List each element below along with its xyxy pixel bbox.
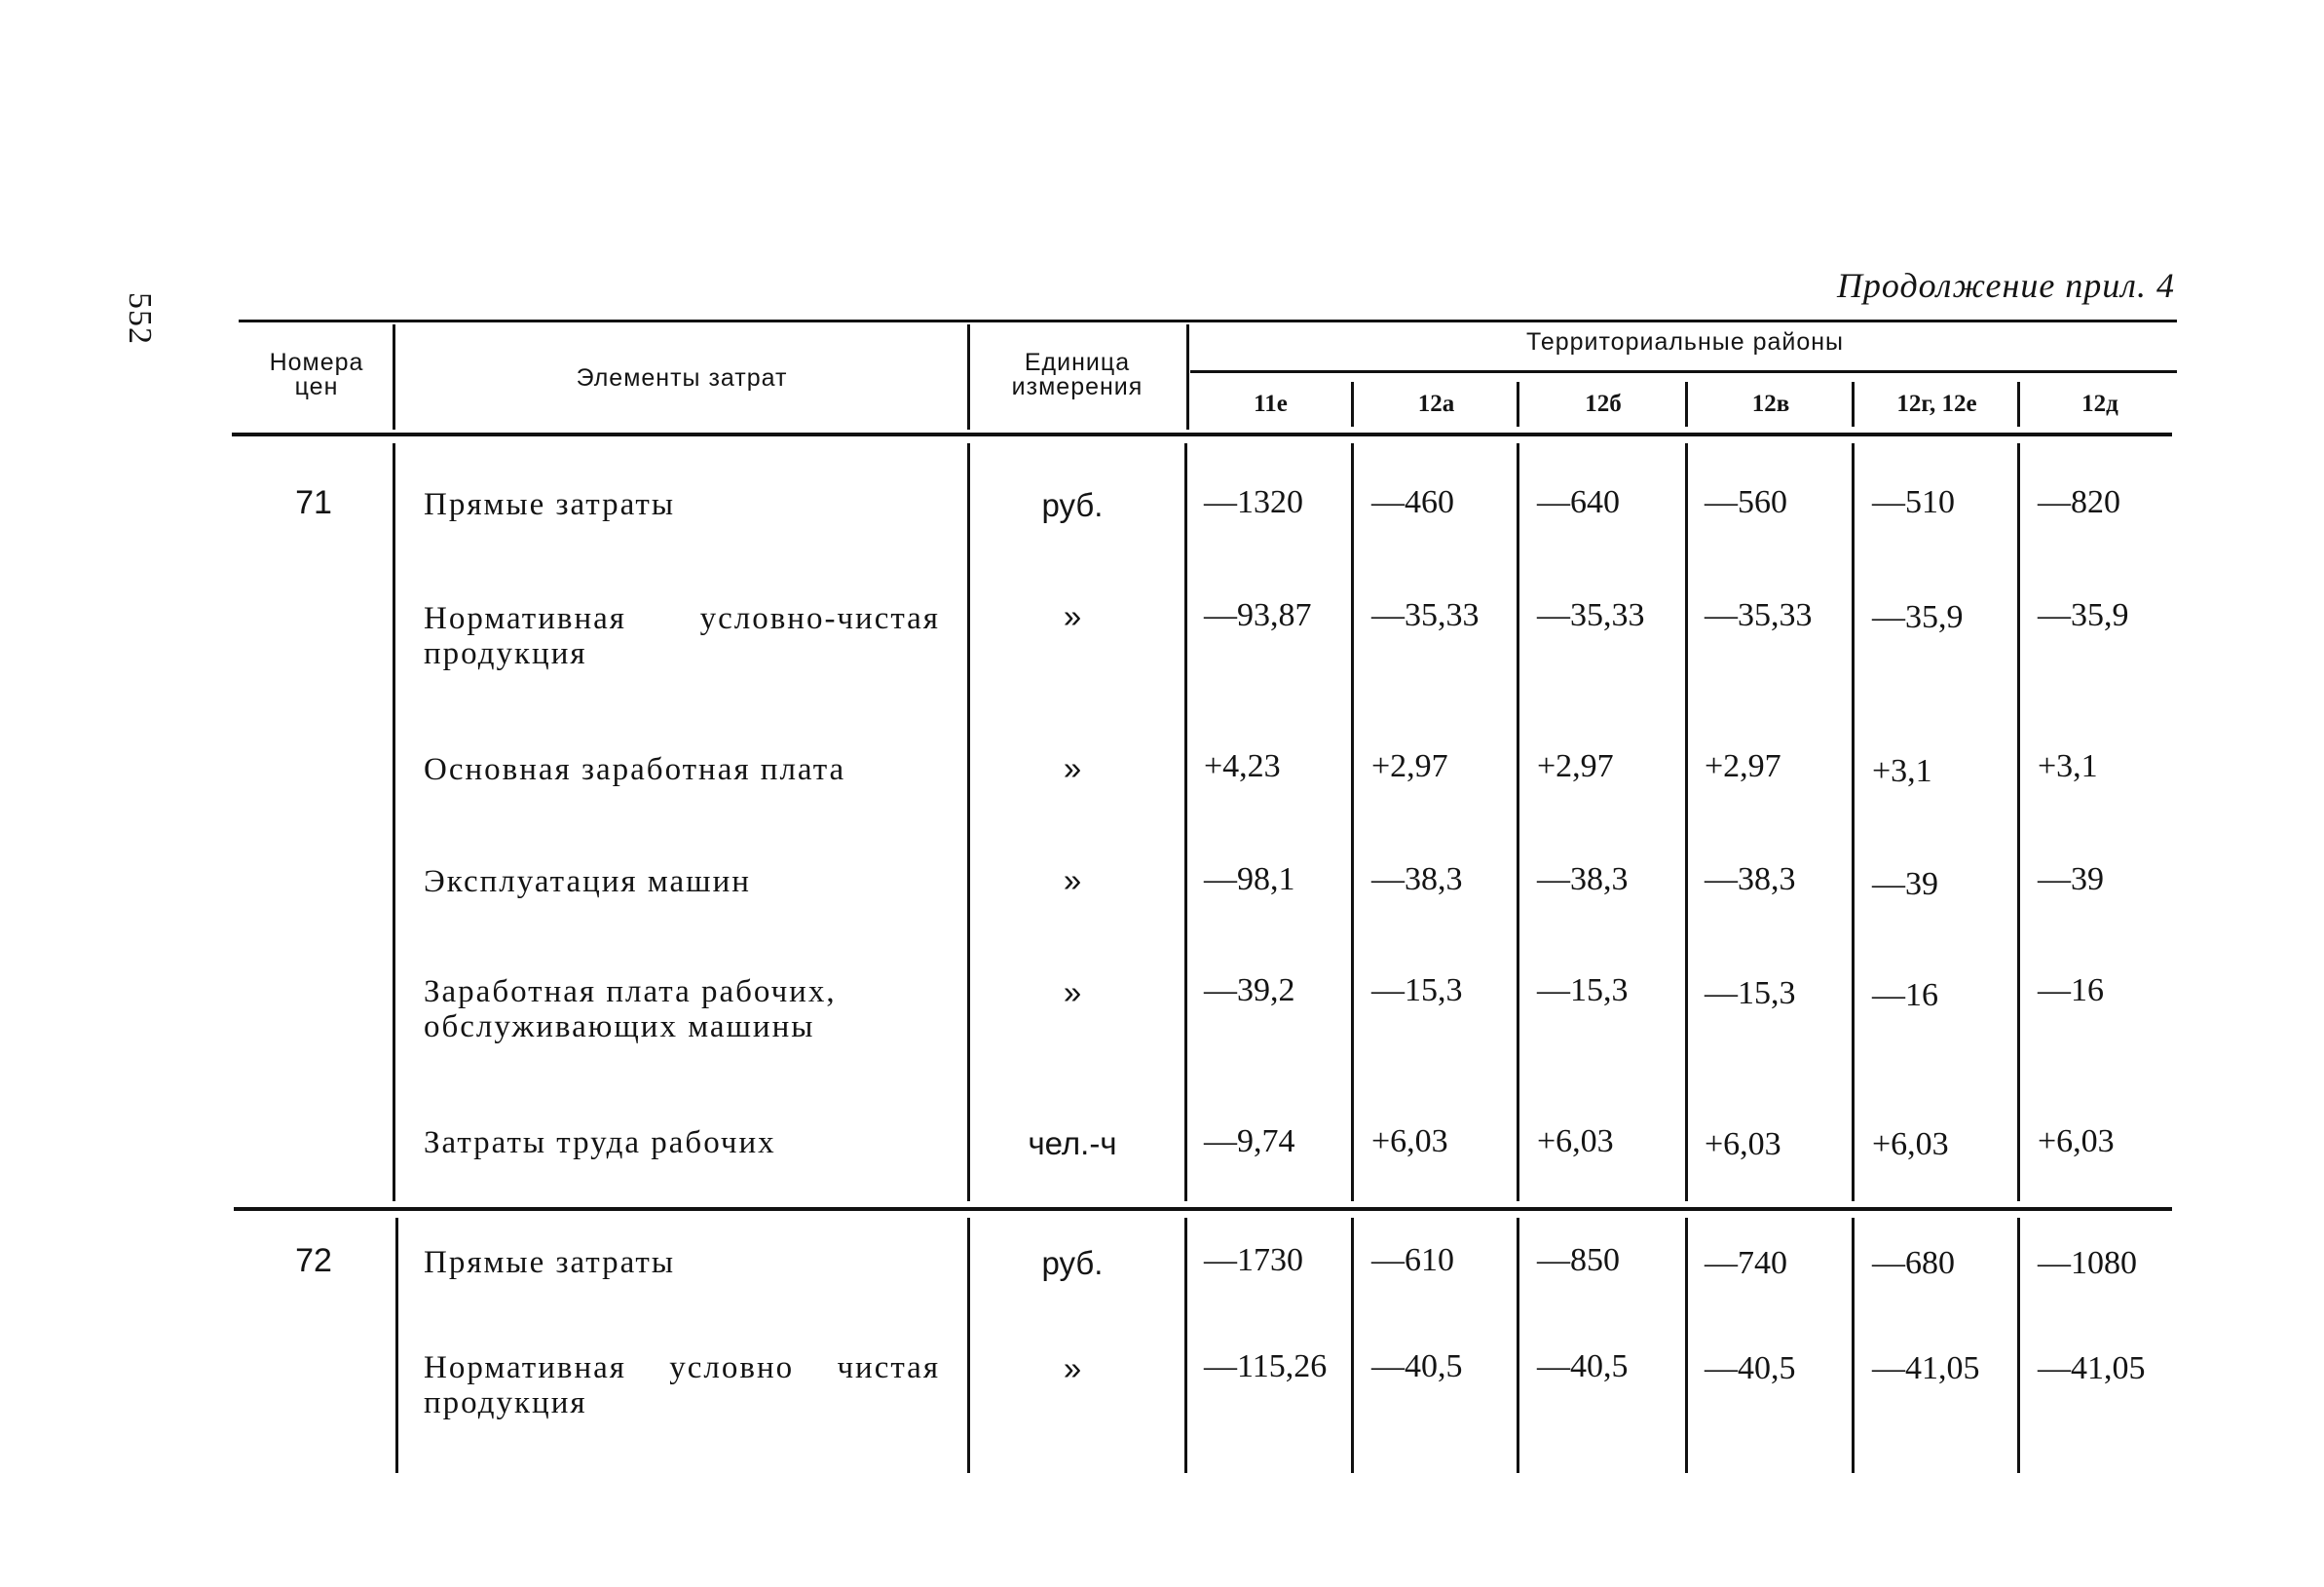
value-cell: +3,1 [1872,753,1932,789]
cost-element-label: Эксплуатация машин [424,864,751,899]
header-divider [393,324,395,430]
unit-cell: » [1063,862,1082,898]
cost-element-label: Прямые затраты [424,1245,676,1280]
unit-cell: » [1063,750,1082,786]
regions-header-rule [1190,370,2177,373]
cost-element-label: Нормативная условно чистая продукция [424,1350,940,1420]
region-column-header: 12в [1751,391,1790,417]
value-cell: —38,3 [1371,861,1463,897]
header-divider [1852,382,1855,427]
column-divider [1852,1218,1855,1473]
value-cell: —35,33 [1371,597,1480,633]
value-cell: —39 [1872,866,1938,902]
value-cell: —850 [1537,1242,1620,1278]
value-cell: +6,03 [1537,1123,1614,1159]
column-divider [1517,443,1519,1201]
value-cell: —740 [1705,1245,1787,1281]
value-cell: +2,97 [1537,748,1614,784]
value-cell: —1080 [2038,1245,2137,1281]
column-divider [1351,443,1354,1201]
value-cell: —460 [1371,484,1454,520]
column-divider [1517,1218,1519,1473]
value-cell: +6,03 [1371,1123,1448,1159]
column-divider [2017,443,2020,1201]
header-divider [1685,382,1688,427]
region-column-header: 12д [2081,391,2118,417]
value-cell: —15,3 [1371,972,1463,1008]
column-divider [395,1218,398,1473]
value-cell: —40,5 [1537,1348,1629,1384]
header-unit-line1: Единица [1024,349,1131,376]
value-cell: +6,03 [2038,1123,2115,1159]
value-cell: —510 [1872,484,1955,520]
value-cell: —610 [1371,1242,1454,1278]
column-divider [1351,1218,1354,1473]
value-cell: +6,03 [1872,1126,1949,1162]
header-price-number [248,351,385,399]
region-column-header: 12б [1585,391,1622,417]
header-unit-line2: измерения [1011,373,1143,400]
value-cell: —15,3 [1705,975,1796,1011]
region-column-header: 11е [1254,391,1288,417]
header-cost-elements: Элементы затрат [576,364,788,392]
cost-element-label: Заработная плата рабочих, обслуживающих машины [424,974,837,1044]
header-unit [974,351,1181,399]
value-cell: —41,05 [1872,1350,1980,1386]
column-divider [393,443,395,1201]
value-cell: —640 [1537,484,1620,520]
value-cell: —15,3 [1537,972,1629,1008]
value-cell: —38,3 [1705,861,1796,897]
value-cell: —39,2 [1204,972,1295,1008]
column-divider [1685,443,1688,1201]
price-number: 71 [295,484,332,521]
header-divider [967,324,970,430]
value-cell: —16 [1872,977,1938,1013]
column-divider [1852,443,1855,1201]
header-divider [1351,382,1354,427]
value-cell: —41,05 [2038,1350,2146,1386]
value-cell: —40,5 [1705,1350,1796,1386]
column-divider [2017,1218,2020,1473]
column-divider [1184,443,1187,1201]
value-cell: —35,33 [1537,597,1645,633]
value-cell: +4,23 [1204,748,1281,784]
value-cell: —35,33 [1705,597,1813,633]
header-divider [1517,382,1519,427]
value-cell: +2,97 [1705,748,1781,784]
value-cell: —39 [2038,861,2104,897]
region-column-header: 12г, 12е [1896,391,1977,417]
continuation-caption: Продолжение прил. 4 [1836,266,2175,305]
value-cell: +3,1 [2038,748,2098,784]
page-number: 552 [122,292,158,345]
header-divider [2017,382,2020,427]
value-cell: —98,1 [1204,861,1295,897]
value-cell: —820 [2038,484,2120,520]
value-cell: +6,03 [1705,1126,1781,1162]
unit-cell: руб. [1041,1245,1104,1281]
column-divider [967,443,970,1201]
value-cell: —9,74 [1204,1123,1295,1159]
cost-element-label: Нормативная условно-чистая продукция [424,601,940,671]
value-cell: —16 [2038,972,2104,1008]
value-cell: —40,5 [1371,1348,1463,1384]
header-territorial-regions: Территориальные районы [1525,328,1845,356]
column-divider [1184,1218,1187,1473]
price-number: 72 [295,1242,332,1279]
column-divider [1685,1218,1688,1473]
region-column-header: 12а [1417,391,1455,417]
value-cell: —1320 [1204,484,1303,520]
value-cell: —560 [1705,484,1787,520]
group-separator-rule [234,1207,2172,1211]
value-cell: —680 [1872,1245,1955,1281]
value-cell: —35,9 [2038,597,2129,633]
table-top-rule [239,320,2177,322]
value-cell: +2,97 [1371,748,1448,784]
unit-cell: » [1063,1350,1082,1386]
cost-element-label: Прямые затраты [424,487,676,522]
value-cell: —38,3 [1537,861,1629,897]
unit-cell: руб. [1041,487,1104,523]
header-price-number-line2: цен [294,373,339,400]
header-price-number-line1: Номера [269,349,364,376]
value-cell: —35,9 [1872,599,1964,635]
cost-element-label: Основная заработная плата [424,752,846,787]
value-cell: —93,87 [1204,597,1312,633]
unit-cell: » [1063,974,1082,1010]
header-bottom-rule [232,433,2172,436]
header-divider [1186,324,1189,430]
value-cell: —115,26 [1204,1348,1328,1384]
unit-cell: » [1063,598,1082,634]
unit-cell: чел.-ч [1028,1125,1117,1161]
cost-element-label: Затраты труда рабочих [424,1125,776,1160]
value-cell: —1730 [1204,1242,1303,1278]
